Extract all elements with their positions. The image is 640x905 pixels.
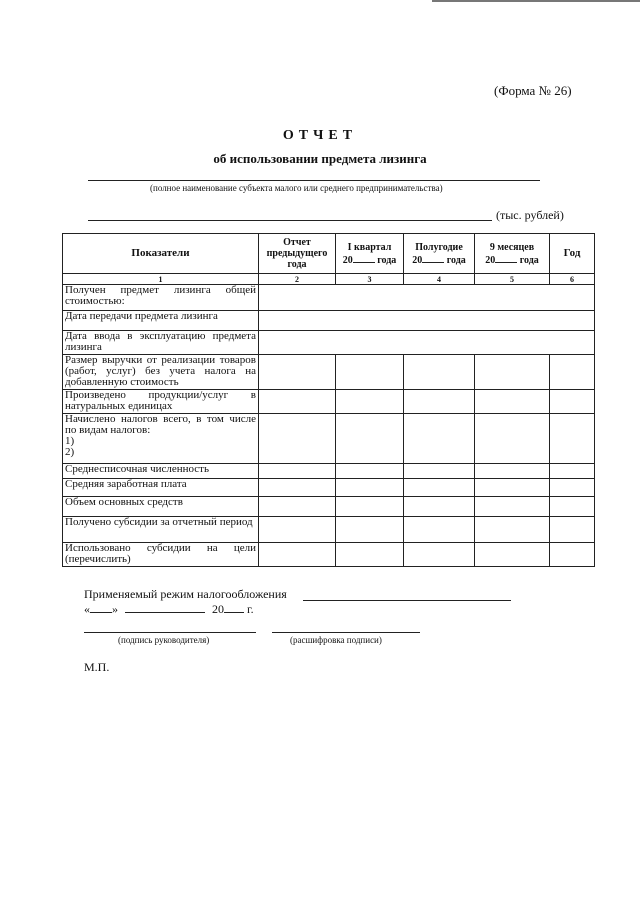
tax-mode-field[interactable] <box>303 600 511 601</box>
table-row <box>63 331 595 355</box>
header-year: Год <box>550 234 595 274</box>
value-cell[interactable] <box>259 285 595 311</box>
column-number-row <box>63 274 595 285</box>
value-cell[interactable] <box>550 543 595 567</box>
signature-line[interactable] <box>84 632 256 633</box>
column-number: 1 <box>63 274 259 285</box>
value-cell[interactable] <box>336 355 404 390</box>
year-field[interactable] <box>224 602 244 613</box>
value-cell[interactable] <box>550 390 595 414</box>
value-cell[interactable] <box>404 543 475 567</box>
value-cell[interactable] <box>475 543 550 567</box>
value-cell[interactable] <box>550 497 595 517</box>
table-row <box>63 464 595 479</box>
table-row <box>63 285 595 311</box>
value-cell[interactable] <box>475 497 550 517</box>
value-cell[interactable] <box>475 517 550 543</box>
month-field[interactable] <box>125 602 205 613</box>
value-cell[interactable] <box>404 464 475 479</box>
value-cell[interactable] <box>259 311 595 331</box>
value-cell[interactable] <box>259 331 595 355</box>
date-line: « » 20 г. <box>84 602 254 616</box>
table-row <box>63 517 595 543</box>
units-line <box>88 220 492 221</box>
column-number: 3 <box>336 274 404 285</box>
scan-mark <box>432 0 640 2</box>
value-cell[interactable] <box>259 543 336 567</box>
tax-mode-label: Применяемый режим налогообложения <box>84 587 287 601</box>
table-row <box>63 479 595 497</box>
subject-name-caption: (полное наименование субъекта малого или среднего предпринимательства) <box>150 183 443 193</box>
header-q1: I квартал 20 года <box>336 234 404 274</box>
day-field[interactable] <box>90 602 112 613</box>
value-cell[interactable] <box>336 543 404 567</box>
value-cell[interactable] <box>336 497 404 517</box>
value-cell[interactable] <box>550 479 595 497</box>
report-subtitle: об использовании предмета лизинга <box>213 151 427 166</box>
row-label: Объем основных средств <box>63 497 259 517</box>
value-cell[interactable] <box>550 464 595 479</box>
column-number: 4 <box>404 274 475 285</box>
value-cell[interactable] <box>475 464 550 479</box>
signature-decode-line[interactable] <box>272 632 420 633</box>
column-number: 2 <box>259 274 336 285</box>
header-nine-months: 9 месяцев 20 года <box>475 234 550 274</box>
signature-caption: (подпись руководителя) <box>118 635 210 645</box>
row-label: Размер выручки от реализации товаров (работ, услуг) без учета налога на добавленную стоимость <box>63 355 259 390</box>
row-label: Получен предмет лизинга общей стоимостью: <box>63 285 259 311</box>
value-cell[interactable] <box>259 464 336 479</box>
value-cell[interactable] <box>259 479 336 497</box>
subject-name-line <box>88 180 540 181</box>
value-cell[interactable] <box>259 390 336 414</box>
value-cell[interactable] <box>404 497 475 517</box>
value-cell[interactable] <box>336 479 404 497</box>
row-label: Дата ввода в эксплуатацию предмета лизинга <box>63 331 259 355</box>
table-row <box>63 497 595 517</box>
value-cell[interactable] <box>475 355 550 390</box>
report-table <box>62 233 595 567</box>
value-cell[interactable] <box>404 414 475 464</box>
value-cell[interactable] <box>550 517 595 543</box>
row-label: Дата передачи предмета лизинга <box>63 311 259 331</box>
table-row <box>63 414 595 464</box>
value-cell[interactable] <box>550 414 595 464</box>
stamp-place: М.П. <box>84 660 110 674</box>
column-number: 6 <box>550 274 595 285</box>
signature-decode-caption: (расшифровка подписи) <box>290 635 382 645</box>
value-cell[interactable] <box>336 390 404 414</box>
value-cell[interactable] <box>475 414 550 464</box>
value-cell[interactable] <box>259 497 336 517</box>
header-prev-year: Отчет предыдущего года <box>259 234 336 274</box>
value-cell[interactable] <box>404 355 475 390</box>
value-cell[interactable] <box>404 479 475 497</box>
row-label: Получено субсидии за отчетный период <box>63 517 259 543</box>
column-number: 5 <box>475 274 550 285</box>
report-title: ОТЧЕТ <box>282 128 358 143</box>
table-row <box>63 311 595 331</box>
row-label: Использовано субсидии на цели (перечислить) <box>63 543 259 567</box>
table-row <box>63 355 595 390</box>
row-label: Средняя заработная плата <box>63 479 259 497</box>
header-row <box>63 234 595 274</box>
form-number: (Форма № 26) <box>494 83 572 98</box>
value-cell[interactable] <box>259 517 336 543</box>
units-label: (тыс. рублей) <box>496 208 564 222</box>
value-cell[interactable] <box>336 414 404 464</box>
value-cell[interactable] <box>550 355 595 390</box>
value-cell[interactable] <box>259 355 336 390</box>
value-cell[interactable] <box>475 479 550 497</box>
row-label: Среднесписочная численность <box>63 464 259 479</box>
table-row <box>63 543 595 567</box>
header-half-year: Полугодие 20 года <box>404 234 475 274</box>
value-cell[interactable] <box>404 390 475 414</box>
row-label-taxes: Начислено налогов всего, в том числе по видам налогов: 1) 2) <box>63 414 259 464</box>
header-indicator: Показатели <box>63 234 259 274</box>
row-label: Произведено продукции/услуг в натуральных единицах <box>63 390 259 414</box>
value-cell[interactable] <box>336 464 404 479</box>
value-cell[interactable] <box>475 390 550 414</box>
value-cell[interactable] <box>259 414 336 464</box>
table-row <box>63 390 595 414</box>
value-cell[interactable] <box>336 517 404 543</box>
value-cell[interactable] <box>404 517 475 543</box>
